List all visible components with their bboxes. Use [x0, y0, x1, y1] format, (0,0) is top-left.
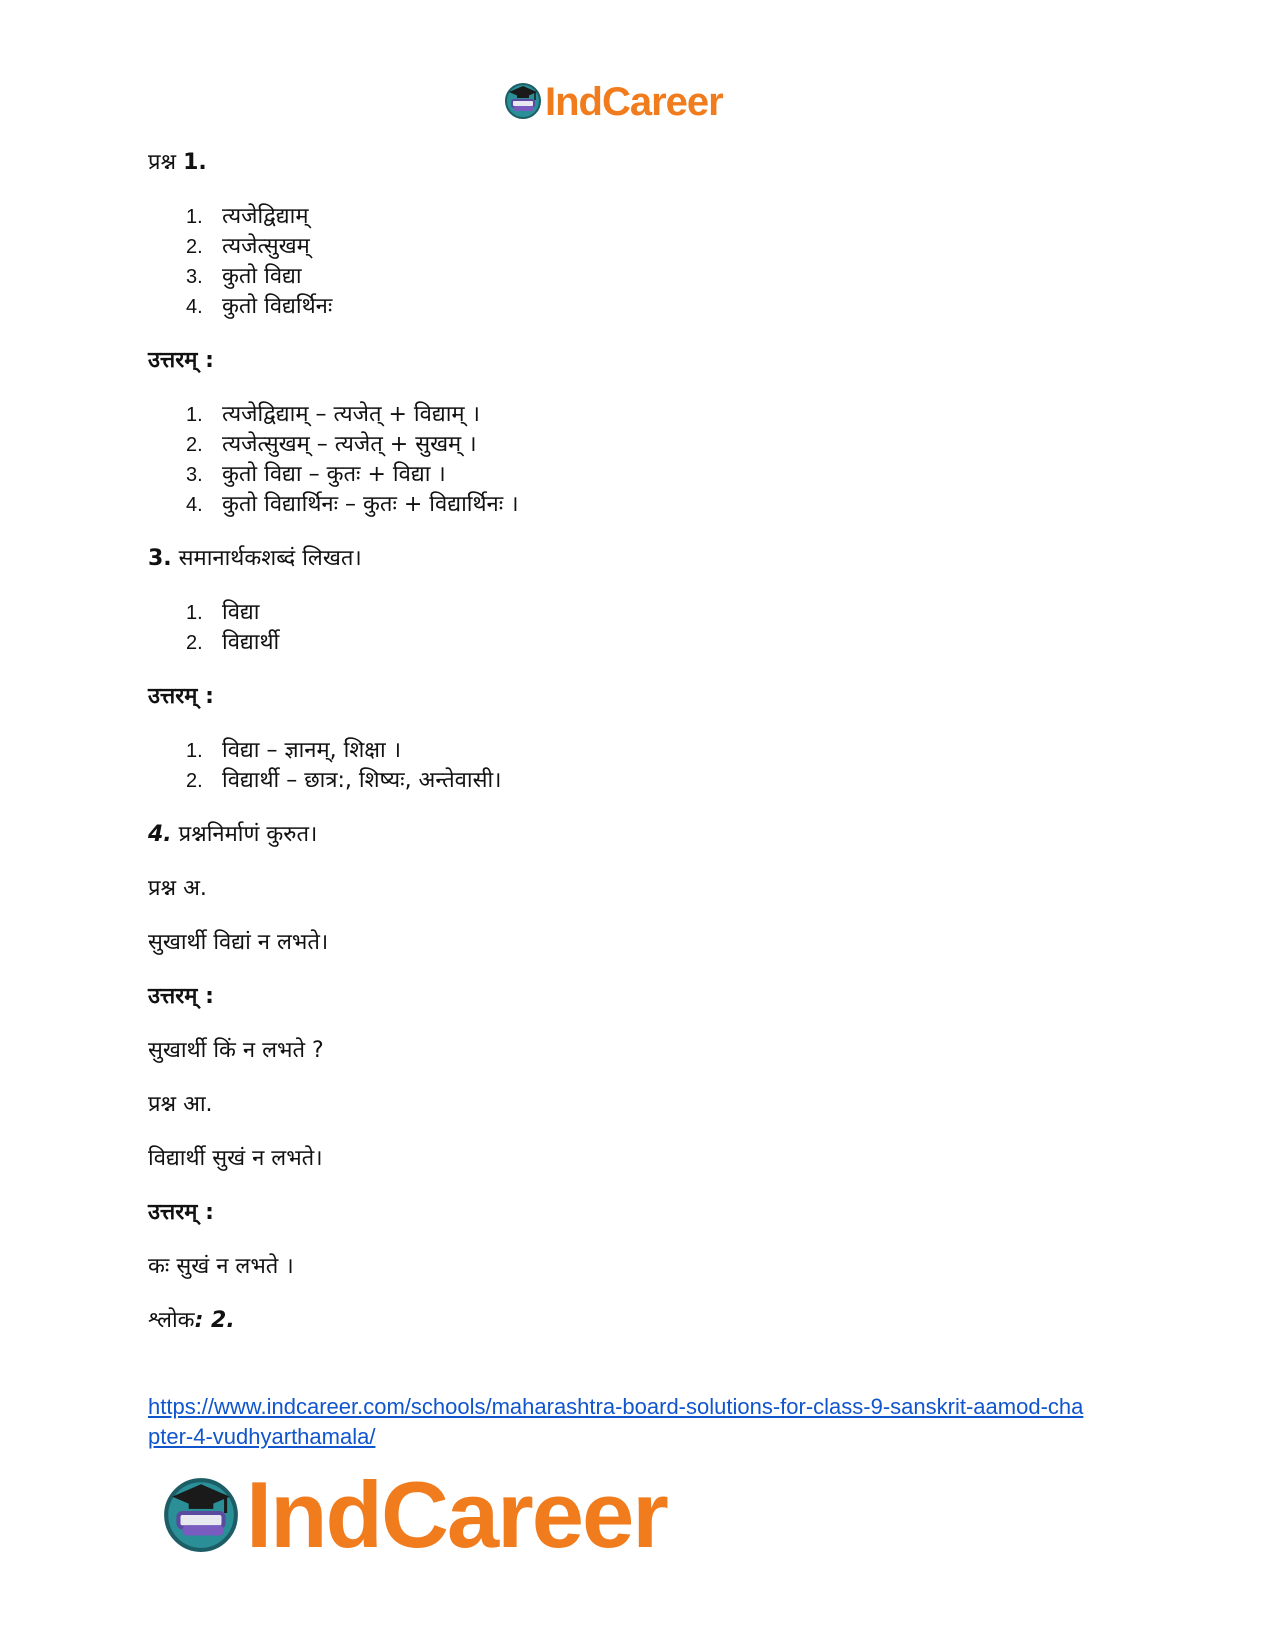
logo-text: IndCareer: [246, 1462, 667, 1567]
question-label: प्रश्न: [148, 150, 177, 175]
question-4-heading: [148, 820, 1128, 850]
shloka-heading: [148, 1306, 1128, 1336]
source-link[interactable]: [148, 1392, 1148, 1452]
answer-3-label: उत्तरम् :: [148, 684, 214, 709]
list-item: 4. कुतो विद्यार्थिनः – कुतः + विद्यार्थिनः ।: [186, 492, 519, 517]
question-1-list: [148, 202, 1128, 322]
source-link-line-1[interactable]: https://www.indcareer.com/schools/maharashtra-board-solutions-for-class-9-sanskrit-aamod-cha: [148, 1394, 1084, 1419]
logo-text: IndCareer: [545, 80, 723, 124]
question-text: समानार्थकशब्दं लिखत।: [171, 546, 362, 571]
list-item: 1. विद्या: [186, 600, 260, 625]
answer-3-list: [148, 736, 1128, 796]
question-3-list: [148, 598, 1128, 658]
question-4a-statement: सुखार्थी विद्यां न लभते।: [148, 930, 329, 955]
document-body: [148, 148, 1128, 1360]
list-item: 2. विद्यार्थी – छात्र:, शिष्यः, अन्तेवासी।: [186, 768, 502, 793]
list-item: 4. कुतो विद्यर्थिनः: [186, 294, 333, 319]
answer-4a-text: सुखार्थी किं न लभते ?: [148, 1038, 324, 1063]
answer-1-list: [148, 400, 1128, 520]
list-item: 1. त्यजेद्विद्याम्: [186, 204, 309, 229]
list-item: 3. कुतो विद्या – कुतः + विद्या ।: [186, 462, 446, 487]
list-item: 2. त्यजेत्सुखम् – त्यजेत् + सुखम् ।: [186, 432, 477, 457]
list-item: 1. त्यजेद्विद्याम् – त्यजेत् + विद्याम् ।: [186, 402, 480, 427]
source-link-line-2[interactable]: pter-4-vudhyarthamala/: [148, 1424, 376, 1449]
answer-4a-label: उत्तरम् :: [148, 984, 214, 1009]
graduation-book-globe-icon: [160, 1472, 242, 1558]
question-1-heading: [148, 148, 1128, 178]
question-4a-label: प्रश्न अ.: [148, 876, 207, 901]
answer-4aa-text: कः सुखं न लभते ।: [148, 1254, 294, 1279]
answer-4aa-label: उत्तरम् :: [148, 1200, 214, 1225]
list-item: 2. त्यजेत्सुखम्: [186, 234, 310, 259]
graduation-book-globe-icon: [503, 80, 543, 124]
question-4aa-label: प्रश्न आ.: [148, 1092, 213, 1117]
shloka-number: : 2.: [194, 1308, 235, 1333]
list-item: 3. कुतो विद्या: [186, 264, 302, 289]
question-number: 1.: [183, 150, 207, 175]
question-number: 3.: [148, 546, 172, 571]
question-number: 4.: [148, 822, 172, 847]
question-3-heading: [148, 544, 1128, 574]
list-item: 1. विद्या – ज्ञानम्, शिक्षा ।: [186, 738, 402, 763]
question-4aa-statement: विद्यार्थी सुखं न लभते।: [148, 1146, 323, 1171]
shloka-label: श्लोक: [148, 1308, 195, 1333]
indcareer-logo-top: [503, 80, 723, 124]
indcareer-logo-bottom: [160, 1462, 667, 1567]
list-item: 2. विद्यार्थी: [186, 630, 280, 655]
answer-1-label: उत्तरम् :: [148, 348, 214, 373]
question-text: प्रश्ननिर्माणं कुरुत।: [171, 822, 318, 847]
